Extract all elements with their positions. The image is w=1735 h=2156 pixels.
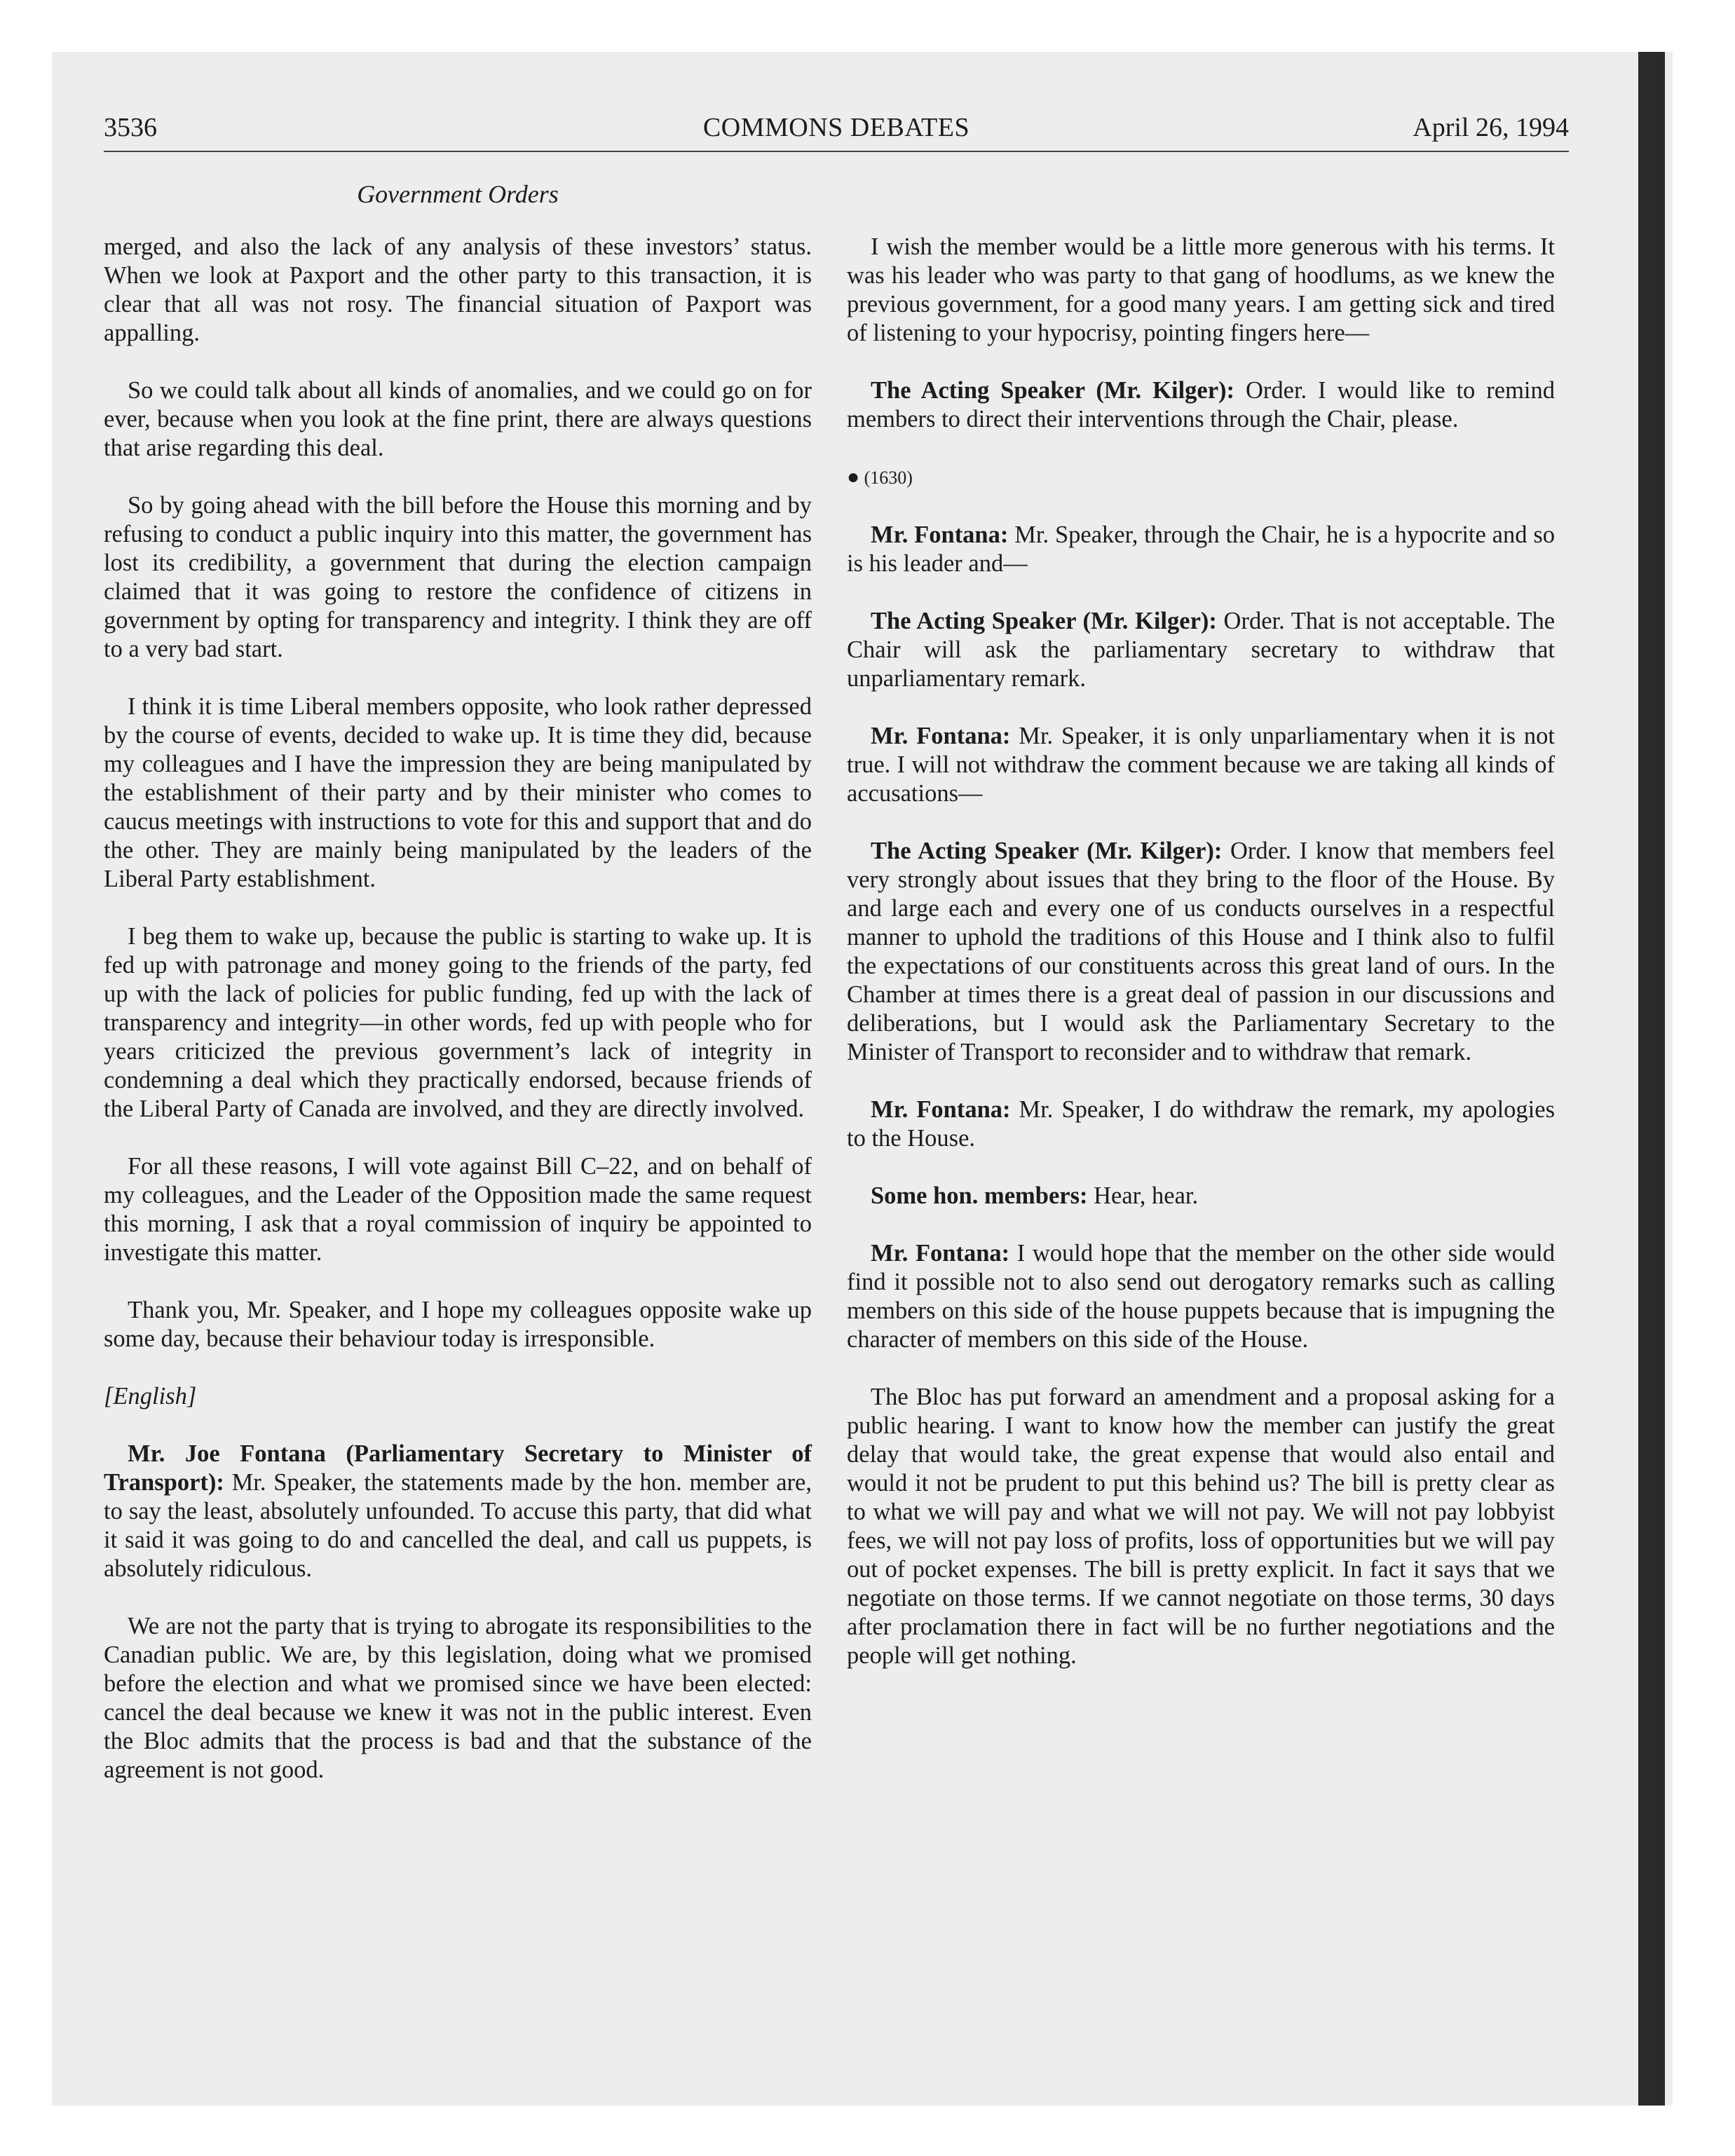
- speech-text: I would hope that the member on the other side would find it possible not to also send out derogatory remarks such as calling members on this side of the house puppets because that is impugning the character of members on this side of the House.: [847, 1240, 1556, 1353]
- paragraph: I beg them to wake up, because the public is starting to wake up. It is fed up with patronage and money going to the friends of the party, fed up with the lack of policies for public funding, fed up with the lack of transparency and integrity—in other words, fed up with people who for years criticized the previous government’s lack of integrity in condemning a deal which they practically endorsed, because friends of the Liberal Party of Canada are involved, and they are directly involved.: [104, 923, 812, 1122]
- speaker-name: Mr. Fontana:: [871, 1096, 1011, 1123]
- paragraph: So by going ahead with the bill before the House this morning and by refusing to conduct a public inquiry into this matter, the government has lost its credibility, a government that during the election campaign claimed that it was going to restore the confidence of citizens in government by opting for transparency and integrity. I think they are off to a very bad start.: [104, 492, 812, 662]
- speech-paragraph: [847, 1096, 1555, 1153]
- speech-paragraph: [847, 722, 1555, 808]
- paragraph: So we could talk about all kinds of anomalies, and we could go on for ever, because when you look at the fine print, there are always questions that arise regarding this deal.: [104, 377, 812, 461]
- speech-text: Order. That is not acceptable. The Chair will ask the parliamentary secretary to withdraw that unparliamentary remark.: [847, 608, 1556, 692]
- speech-paragraph: [847, 1182, 1555, 1210]
- scan-edge: [1638, 52, 1665, 2106]
- speech-paragraph: [104, 1440, 812, 1583]
- speaker-name: Mr. Joe Fontana (Parliamentary Secretary to Minister of Transport):: [104, 1440, 812, 1496]
- header-rule: [104, 151, 1569, 152]
- page-number: 3536: [104, 113, 157, 142]
- language-marker: [English]: [104, 1383, 197, 1410]
- paragraph: I wish the member would be a little more generous with his terms. It was his leader who was party to that gang of hoodlums, as we knew the previous government, for a good many years. I am getting sick and tired of listening to your hypocrisy, pointing fingers here—: [847, 233, 1555, 346]
- publication-title: COMMONS DEBATES: [702, 113, 970, 142]
- page-header: [104, 112, 1569, 150]
- speaker-name: Mr. Fontana:: [871, 1240, 1010, 1267]
- paragraph: We are not the party that is trying to abrogate its responsibilities to the Canadian public. We are, by this legislation, doing what we promised before the election and what we promised since we have been elected: cancel the deal because we knew it was not in the public interest. Even the Bloc admits that the process is bad and that the substance of the agreement is not good.: [104, 1613, 812, 1783]
- paragraph: The Bloc has put forward an amendment and a proposal asking for a public hearing. I want to know how the member can justify the great delay that would take, the great expense that would also entail and would it not be prudent to put this behind us? The bill is pretty clear as to what we will pay and what we will not pay. We will not pay lobbyist fees, we will not pay loss of profits, loss of opportunities but we will pay out of pocket expenses. The bill is pretty explicit. In fact it says that we negotiate on those terms. If we cannot negotiate on those terms, 30 days after proclamation there in fact will be no further negotiations and the people will get nothing.: [847, 1384, 1555, 1669]
- speech-paragraph: [847, 607, 1555, 693]
- speaker-name: Mr. Fontana:: [871, 521, 1009, 548]
- speaker-name: The Acting Speaker (Mr. Kilger):: [871, 838, 1223, 864]
- speech-text: Mr. Speaker, it is only unparliamentary when it is not true. I will not withdraw the comment because we are taking all kinds of accusations—: [847, 723, 1555, 807]
- speaker-name: The Acting Speaker (Mr. Kilger):: [871, 377, 1235, 404]
- speech-paragraph: [847, 521, 1555, 578]
- speech-text: Order. I know that members feel very strongly about issues that they bring to the floor of the House. By and large each and every one of us conducts ourselves in a respectful manner to uphold the traditions of this House and I think also to fulfil the expectations of our constituents across this great land of ours. In the Chamber at times there is a great deal of passion in our discussions and deliberations, but I would ask the Parliamentary Secretary to the Minister of Transport to reconsider and to withdraw that remark.: [847, 838, 1555, 1065]
- running-head: Government Orders: [357, 180, 559, 208]
- bullet-icon: ●: [847, 465, 860, 489]
- speech-text: Mr. Speaker, the statements made by the hon. member are, to say the least, absolutely unfounded. To accuse this party, that did what it said it was going to do and cancelled the deal, and call us puppets, is absolutely ridiculous.: [104, 1469, 812, 1582]
- speaker-name: Mr. Fontana:: [871, 723, 1011, 749]
- paragraph: merged, and also the lack of any analysis of these investors’ status. When we look at Paxport and the other party to this transaction, it is clear that all was not rosy. The financial situation of Paxport was appalling.: [104, 233, 812, 346]
- speech-paragraph: [847, 376, 1555, 434]
- speech-text: Order. I would like to remind members to direct their interventions through the Chair, please.: [847, 377, 1555, 432]
- speech-paragraph: [847, 837, 1555, 1067]
- time-stamp: [847, 463, 1555, 492]
- left-column: [104, 233, 812, 1813]
- speech-text: Mr. Speaker, I do withdraw the remark, my apologies to the House.: [847, 1096, 1555, 1152]
- paragraph: Thank you, Mr. Speaker, and I hope my colleagues opposite wake up some day, because their behaviour today is irresponsible.: [104, 1297, 812, 1352]
- speech-text: Mr. Speaker, through the Chair, he is a hypocrite and so is his leader and—: [847, 521, 1555, 577]
- paragraph: I think it is time Liberal members opposite, who look rather depressed by the course of events, decided to wake up. It is time they did, because my colleagues and I have the impression they are being manipulated by the establishment of their party and by their minister who comes to caucus meetings with instructions to vote for this and support that and do the other. They are mainly being manipulated by the leaders of the Liberal Party establishment.: [104, 693, 812, 892]
- speech-text: Hear, hear.: [1087, 1182, 1199, 1209]
- right-column: [847, 233, 1555, 1699]
- paragraph: For all these reasons, I will vote against Bill C–22, and on behalf of my colleagues, and the Leader of the Opposition made the same request this morning, I ask that a royal commission of inquiry be appointed to investigate this matter.: [104, 1153, 812, 1266]
- speaker-name: The Acting Speaker (Mr. Kilger):: [871, 608, 1217, 634]
- speaker-name: Some hon. members:: [871, 1182, 1088, 1209]
- publication-date: April 26, 1994: [1413, 113, 1569, 142]
- speech-paragraph: [847, 1239, 1555, 1354]
- time-stamp-text: (1630): [864, 468, 913, 488]
